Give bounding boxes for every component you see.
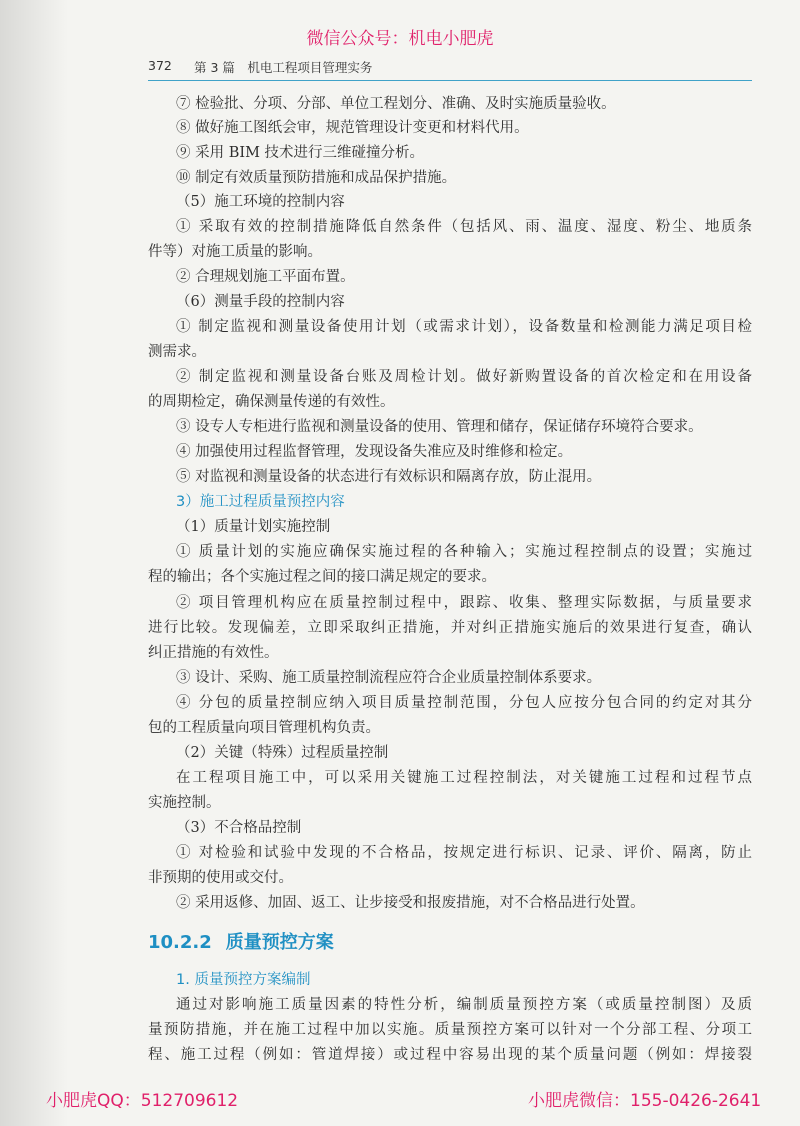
paragraph-line: ② 合理规划施工平面布置。 (176, 269, 355, 285)
paragraph-line: 纠正措施的有效性。 (148, 645, 279, 661)
paragraph-line: 测需求。 (148, 344, 206, 360)
paragraph-line: ④ 分包的质量控制应纳入项目质量控制范围，分包人应按分包合同的约定对其分 (176, 695, 752, 711)
paragraph-line: ① 采取有效的控制措施降低自然条件（包括风、雨、温度、湿度、粉尘、地质条 (176, 219, 752, 235)
paragraph-line: 的周期检定，确保测量传递的有效性。 (148, 394, 395, 410)
paragraph-line: ① 制定监视和测量设备使用计划（或需求计划），设备数量和检测能力满足项目检 (176, 319, 752, 335)
paragraph-line: 通过对影响施工质量因素的特性分析，编制质量预控方案（或质量控制图）及质 (176, 997, 752, 1013)
subheading: （3）不合格品控制 (176, 820, 302, 836)
paragraph-line: ② 采用返修、加固、返工、让步接受和报废措施，对不合格品进行处置。 (176, 895, 645, 911)
paragraph-line: ② 制定监视和测量设备台账及周检计划。做好新购置设备的首次检定和在用设备 (176, 369, 752, 385)
paragraph-line: ⑦ 检验批、分项、分部、单位工程划分、准确、及时实施质量验收。 (176, 96, 616, 112)
paragraph-line: ① 质量计划的实施应确保实施过程的各种输入；实施过程控制点的设置；实施过 (176, 544, 752, 560)
paragraph-line: ⑨ 采用 BIM 技术进行三维碰撞分析。 (176, 145, 425, 161)
page-header (148, 54, 752, 81)
section-number: 10.2.2 (148, 932, 212, 953)
subheading: （5）施工环境的控制内容 (176, 194, 345, 210)
blue-subheading: 1. 质量预控方案编制 (176, 972, 311, 988)
blue-subheading: 3）施工过程质量预控内容 (176, 494, 345, 510)
paragraph-line: 在工程项目施工中，可以采用关键施工过程控制法，对关键施工过程和过程节点 (176, 770, 752, 786)
book-spine-shadow (0, 0, 68, 1126)
subheading: （1）质量计划实施控制 (176, 519, 331, 535)
paragraph-line: 实施控制。 (148, 795, 221, 811)
paragraph-line: ③ 设计、采购、施工质量控制流程应符合企业质量控制体系要求。 (176, 670, 602, 686)
section-heading (148, 930, 752, 956)
paragraph-line: ⑩ 制定有效质量预防措施和成品保护措施。 (176, 170, 457, 186)
section-title: 质量预控方案 (225, 932, 334, 953)
watermark-qq: 小肥虎QQ：512709612 (46, 1091, 239, 1111)
paragraph-line: 量预防措施，并在施工过程中加以实施。质量预控方案可以针对一个分部工程、分项工 (148, 1022, 752, 1038)
paragraph-line: 非预期的使用或交付。 (148, 870, 293, 886)
paragraph-line: ② 项目管理机构应在质量控制过程中，跟踪、收集、整理实际数据，与质量要求 (176, 595, 752, 611)
paragraph-line: 件等）对施工质量的影响。 (148, 244, 322, 260)
subheading: （2）关键（特殊）过程质量控制 (176, 745, 389, 761)
paragraph-line: 程的输出；各个实施过程之间的接口满足规定的要求。 (148, 569, 496, 585)
paragraph-line: 包的工程质量向项目管理机构负责。 (148, 720, 380, 736)
paragraph-line: ③ 设专人专柜进行监视和测量设备的使用、管理和储存，保证储存环境符合要求。 (176, 419, 703, 435)
paragraph-line: ⑤ 对监视和测量设备的状态进行有效标识和隔离存放，防止混用。 (176, 469, 602, 485)
paragraph-line: ④ 加强使用过程监督管理，发现设备失准应及时维修和检定。 (176, 444, 573, 460)
page-number: 372 (148, 58, 172, 73)
watermark-wechat-account: 微信公众号：机电小肥虎 (306, 29, 494, 49)
watermark-wechat-id: 小肥虎微信：155-0426-2641 (528, 1091, 762, 1111)
paragraph-line: ⑧ 做好施工图纸会审，规范管理设计变更和材料代用。 (176, 120, 529, 136)
part-title: 第 3 篇 机电工程项目管理实务 (194, 60, 373, 75)
paragraph-line: 程、施工过程（例如：管道焊接）或过程中容易出现的某个质量问题（例如：焊接裂 (148, 1047, 752, 1063)
paragraph-line: ① 对检验和试验中发现的不合格品，按规定进行标识、记录、评价、隔离，防止 (176, 845, 752, 861)
paragraph-line: 进行比较。发现偏差，立即采取纠正措施，并对纠正措施实施后的效果进行复查，确认 (148, 620, 752, 636)
subheading: （6）测量手段的控制内容 (176, 294, 345, 310)
